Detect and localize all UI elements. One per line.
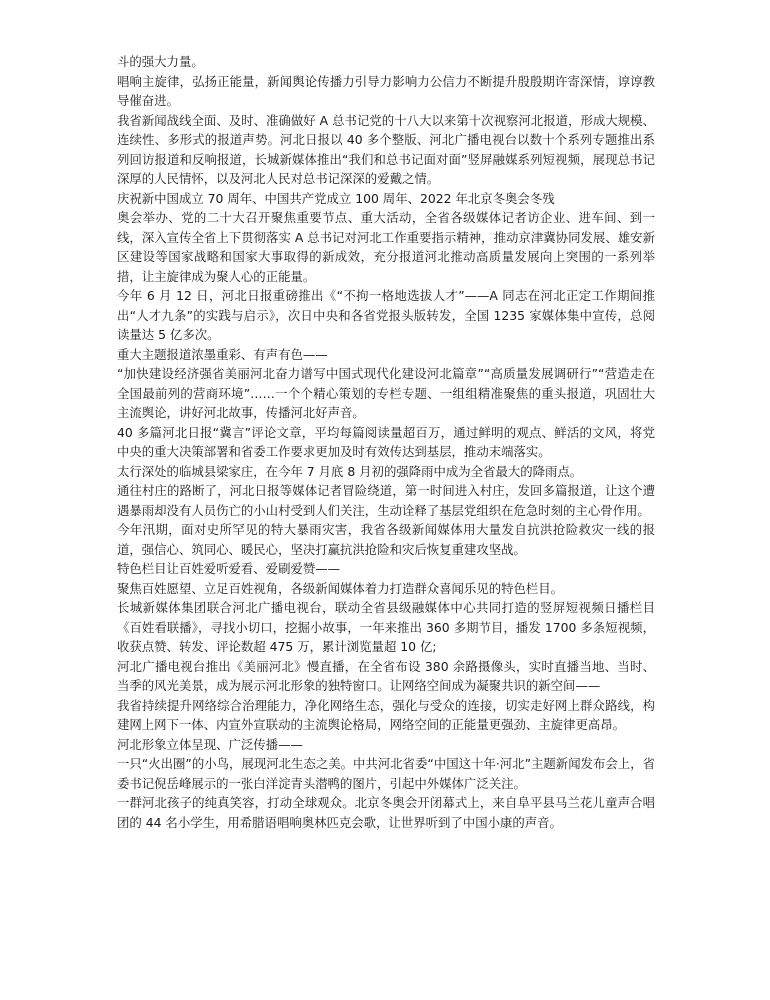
paragraph: 今年汛期，面对史所罕见的特大暴雨灾害，我省各级新闻媒体用大量发自抗洪抢险救灾一线的报道，强信心、筑同心、暖民心，坚决打赢抗洪抢险和灾后恢复重建攻坚战。 bbox=[117, 522, 655, 557]
paragraph: 40 多篇河北日报“冀言”评论文章，平均每篇阅读量超百万，通过鲜明的观点、鲜活的文风，将党中央的重大决策部署和省委工作要求更加及时有效传达到基层，推动末端落实。 bbox=[117, 424, 655, 459]
paragraph: 我省新闻战线全面、及时、准确做好 A 总书记党的十八大以来第十次视察河北报道，形成大规模、连续性、多形式的报道声势。河北日报以 40 多个整版、河北广播电视台以数十个系列专题推出系列回访报道和反响报道，长城新媒体推出“我们和总书记面对面”竖屏融媒系列短视频，展现总书记深厚的人民情怀，以及河北人民对总书记深深的爱戴之情。 bbox=[117, 112, 655, 186]
section-heading: 重大主题报道浓墨重彩、有声有色—— bbox=[117, 346, 328, 362]
article-body bbox=[117, 52, 655, 832]
paragraph: 河北广播电视台推出《美丽河北》慢直播，在全省布设 380 余路摄像头，实时直播当地、当时、当季的风光美景，成为展示河北形象的独特窗口。让网络空间成为凝聚共识的新空间—— bbox=[117, 658, 655, 693]
paragraph: 太行深处的临城县梁家庄，在今年 7 月底 8 月初的强降雨中成为全省最大的降雨点。 bbox=[117, 463, 583, 479]
paragraph: 斗的强大力量。 bbox=[117, 54, 204, 69]
paragraph: 奥会举办、党的二十大召开聚焦重要节点、重大活动，全省各级媒体记者访企业、进车间、到一线，深入宣传全省上下贯彻落实 A 总书记对河北工作重要指示精神，推动京津冀协同发展、雄安新区建设等国家战略和国家大事取得的新成效，充分报道河北推动高质量发展向上突围的一系列举措，让主旋律成为聚人心的正能量。 bbox=[117, 210, 655, 284]
paragraph: 通往村庄的路断了，河北日报等媒体记者冒险绕道，第一时间进入村庄，发回多篇报道，让这个遭遇暴雨却没有人员伤亡的小山村受到人们关注，生动诠释了基层党组织在危急时刻的主心骨作用。 bbox=[117, 483, 655, 518]
paragraph: 今年 6 月 12 日，河北日报重磅推出《“不拘一格地选拔人才”——A 同志在河北正定工作期间推出“人才九条”的实践与启示》，次日中央和各省党报头版转发，全国 1235 家媒体集中宣传，总阅读量达 5 亿多次。 bbox=[117, 288, 655, 342]
paragraph: 聚焦百姓愿望、立足百姓视角，各级新闻媒体着力打造群众喜闻乐见的特色栏目。 bbox=[117, 580, 564, 596]
paragraph: 长城新媒体集团联合河北广播电视台，联动全省县级融媒体中心共同打造的竖屏短视频日播栏目《百姓看联播》，寻找小切口，挖掘小故事，一年来推出 360 多期节目，播发 1700 多条短视频，收获点赞、转发、评论数超 475 万，累计浏览量超 10 亿; bbox=[117, 600, 655, 654]
paragraph: 一只“火出圈”的小鸟，展现河北生态之美。中共河北省委“中国这十年·河北”主题新闻发布会上，省委书记倪岳峰展示的一张白洋淀青头潜鸭的图片，引起中外媒体广泛关注。 bbox=[117, 756, 655, 791]
paragraph: 庆祝新中国成立 70 周年、中国共产党成立 100 周年、2022 年北京冬奥会冬残 bbox=[117, 190, 555, 206]
paragraph: “加快建设经济强省美丽河北奋力谱写中国式现代化建设河北篇章”“高质量发展调研行”“营造走在全国最前列的营商环境”……一个个精心策划的专栏专题、一组组精准聚焦的重头报道，巩固壮大主流舆论，讲好河北故事，传播河北好声音。 bbox=[117, 366, 655, 420]
paragraph: 一群河北孩子的纯真笑容，打动全球观众。北京冬奥会开闭幕式上，来自阜平县马兰花儿童声合唱团的 44 名小学生，用希腊语唱响奥林匹克会歌，让世界听到了中国小康的声音。 bbox=[117, 795, 655, 830]
paragraph: 我省持续提升网络综合治理能力，净化网络生态，强化与受众的连接，切实走好网上群众路线，构建网上网下一体、内宣外宣联动的主流舆论格局，网络空间的正能量更强劲、主旋律更高昂。 bbox=[117, 697, 655, 732]
section-heading: 特色栏目让百姓爱听爱看、爱刷爱赞—— bbox=[117, 561, 341, 576]
section-heading: 河北形象立体呈现、广泛传播—— bbox=[117, 736, 303, 752]
paragraph: 唱响主旋律，弘扬正能量，新闻舆论传播力引导力影响力公信力不断提升殷殷期许寄深情，谆谆教导催奋进。 bbox=[117, 73, 655, 108]
